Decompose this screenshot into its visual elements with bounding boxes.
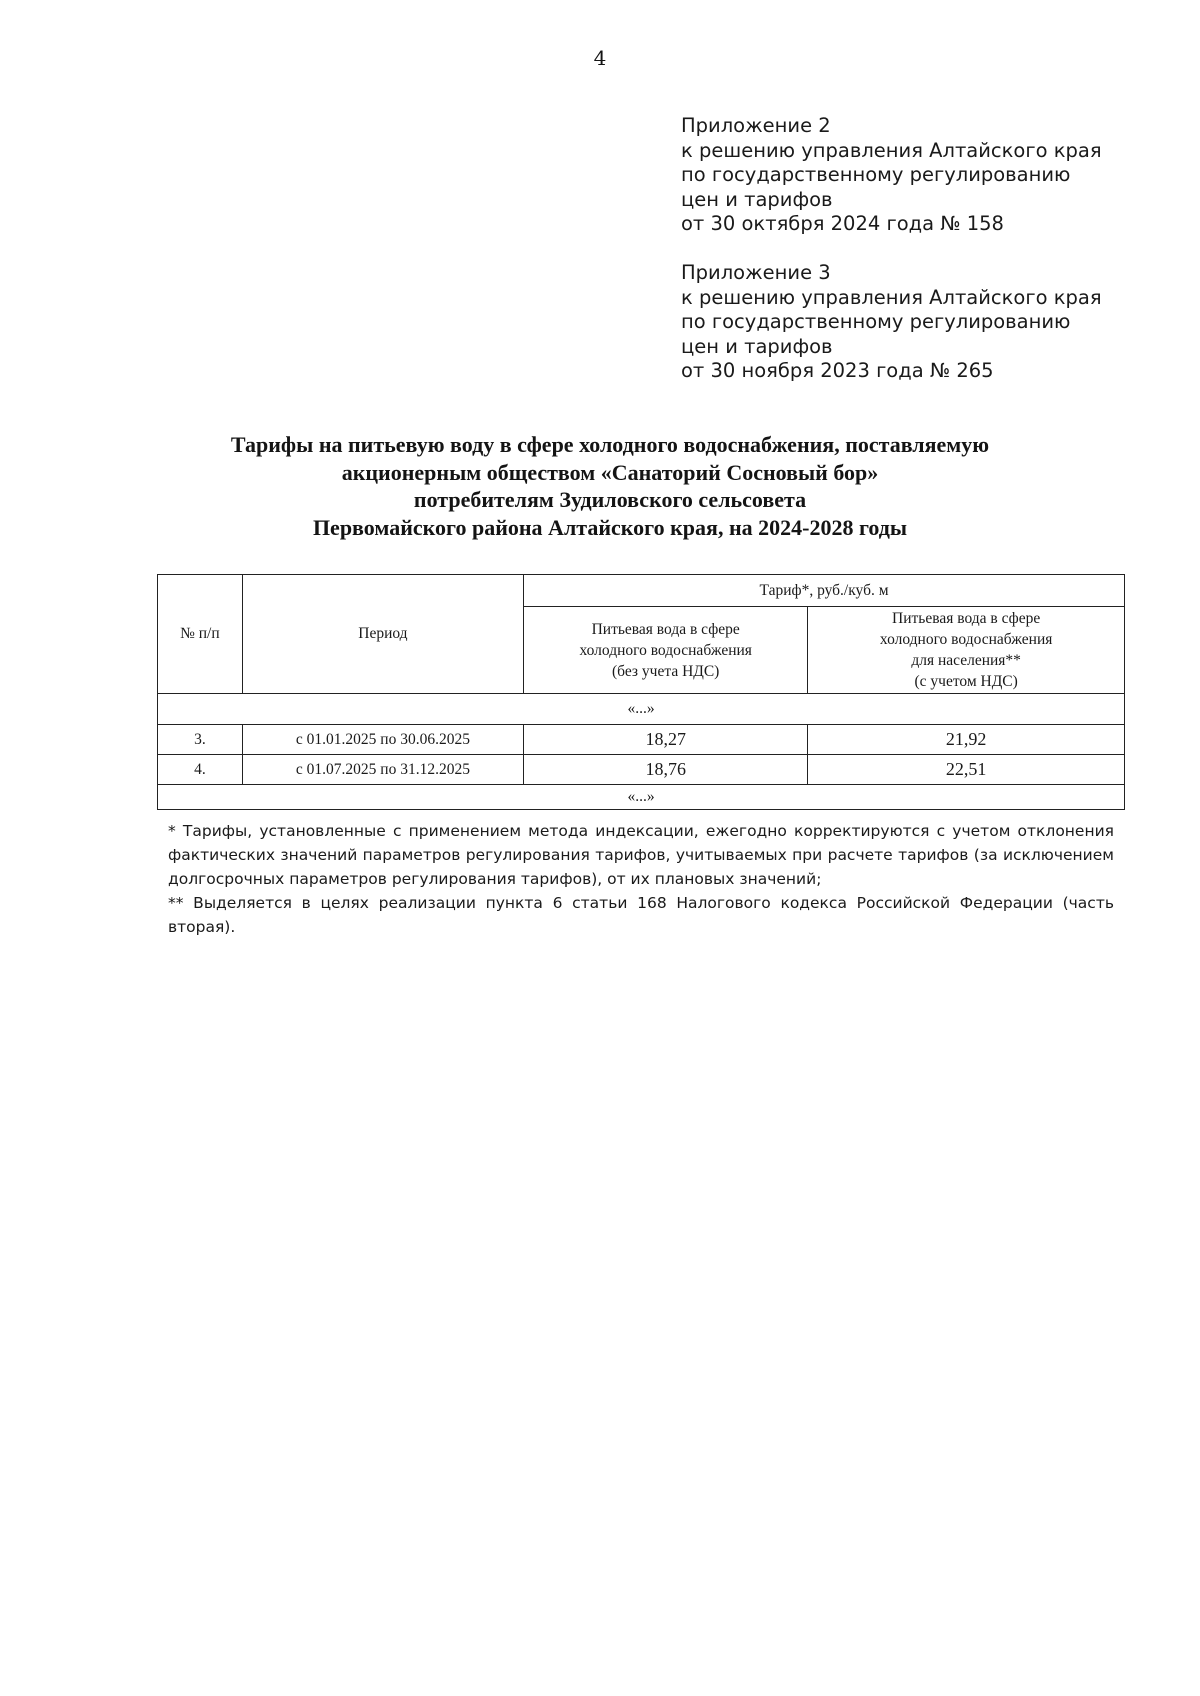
row-period: с 01.07.2025 по 31.12.2025 bbox=[242, 755, 523, 785]
table-row-ellipsis bbox=[158, 694, 1125, 725]
appendix-line: от 30 октября 2024 года № 158 bbox=[681, 212, 1004, 235]
header-number: № п/п bbox=[158, 575, 243, 694]
appendix-line: Приложение 3 bbox=[681, 261, 831, 284]
row-value-with-vat: 22,51 bbox=[808, 755, 1125, 785]
appendix-line: Приложение 2 bbox=[681, 114, 831, 137]
header-line: холодного водоснабжения bbox=[879, 631, 1053, 648]
appendix-3-block bbox=[681, 261, 1161, 384]
title-line: Тарифы на питьевую воду в сфере холодного водоснабжения, поставляемую bbox=[230, 432, 990, 457]
row-value-with-vat: 21,92 bbox=[808, 725, 1125, 755]
header-period: Период bbox=[242, 575, 523, 694]
row-number: 3. bbox=[158, 725, 243, 755]
appendix-line: цен и тарифов bbox=[681, 334, 833, 358]
ellipsis-cell: «...» bbox=[158, 785, 1125, 810]
appendix-line: по государственному регулированию bbox=[681, 163, 1071, 186]
title-line: акционерным обществом «Санаторий Сосновый бор» bbox=[341, 459, 879, 485]
row-value-without-vat: 18,76 bbox=[524, 755, 808, 785]
page-number: 4 bbox=[593, 46, 607, 70]
footnote: * Тарифы, установленные с применением метода индексации, ежегодно корректируются с учетом отклонения фактических значений параметров регулирования тарифов, учитываемых при расчете тарифов (за исключением долгосрочных параметров регулирования тарифов), от их плановых значений; bbox=[168, 822, 1114, 888]
document-title bbox=[140, 431, 1080, 541]
header-line: для населения** bbox=[911, 652, 1021, 669]
header-line: холодного водоснабжения bbox=[579, 641, 752, 659]
title-line: Первомайского района Алтайского края, на 2024-2028 годы bbox=[312, 514, 908, 540]
header-col-without-vat bbox=[524, 607, 808, 694]
footnotes bbox=[168, 819, 1114, 939]
table-header-row bbox=[158, 575, 1125, 607]
header-tariff: Тариф*, руб./куб. м bbox=[524, 575, 1125, 607]
table-row bbox=[158, 755, 1125, 785]
appendix-line: к решению управления Алтайского края bbox=[681, 285, 1102, 309]
header-line: Питьевая вода в сфере bbox=[591, 620, 740, 638]
row-value-without-vat: 18,27 bbox=[524, 725, 808, 755]
appendix-line: цен и тарифов bbox=[681, 187, 833, 211]
header-col-with-vat bbox=[808, 607, 1125, 694]
tariff-table bbox=[157, 574, 1125, 810]
appendix-2-block bbox=[681, 114, 1161, 237]
header-line: (с учетом НДС) bbox=[914, 673, 1018, 690]
appendix-line: от 30 ноября 2023 года № 265 bbox=[681, 359, 994, 382]
appendix-line: по государственному регулированию bbox=[681, 310, 1071, 333]
appendix-line: к решению управления Алтайского края bbox=[681, 138, 1102, 162]
footnote: ** Выделяется в целях реализации пункта 6 статьи 168 Налогового кодекса Российской Федерации (часть вторая). bbox=[168, 894, 1114, 936]
header-line: (без учета НДС) bbox=[612, 662, 720, 680]
table-row-ellipsis bbox=[158, 785, 1125, 810]
header-line: Питьевая вода в сфере bbox=[892, 610, 1041, 627]
row-period: с 01.01.2025 по 30.06.2025 bbox=[242, 725, 523, 755]
row-number: 4. bbox=[158, 755, 243, 785]
table-row bbox=[158, 725, 1125, 755]
ellipsis-cell: «...» bbox=[158, 694, 1125, 725]
title-line: потребителям Зудиловского сельсовета bbox=[413, 487, 807, 512]
